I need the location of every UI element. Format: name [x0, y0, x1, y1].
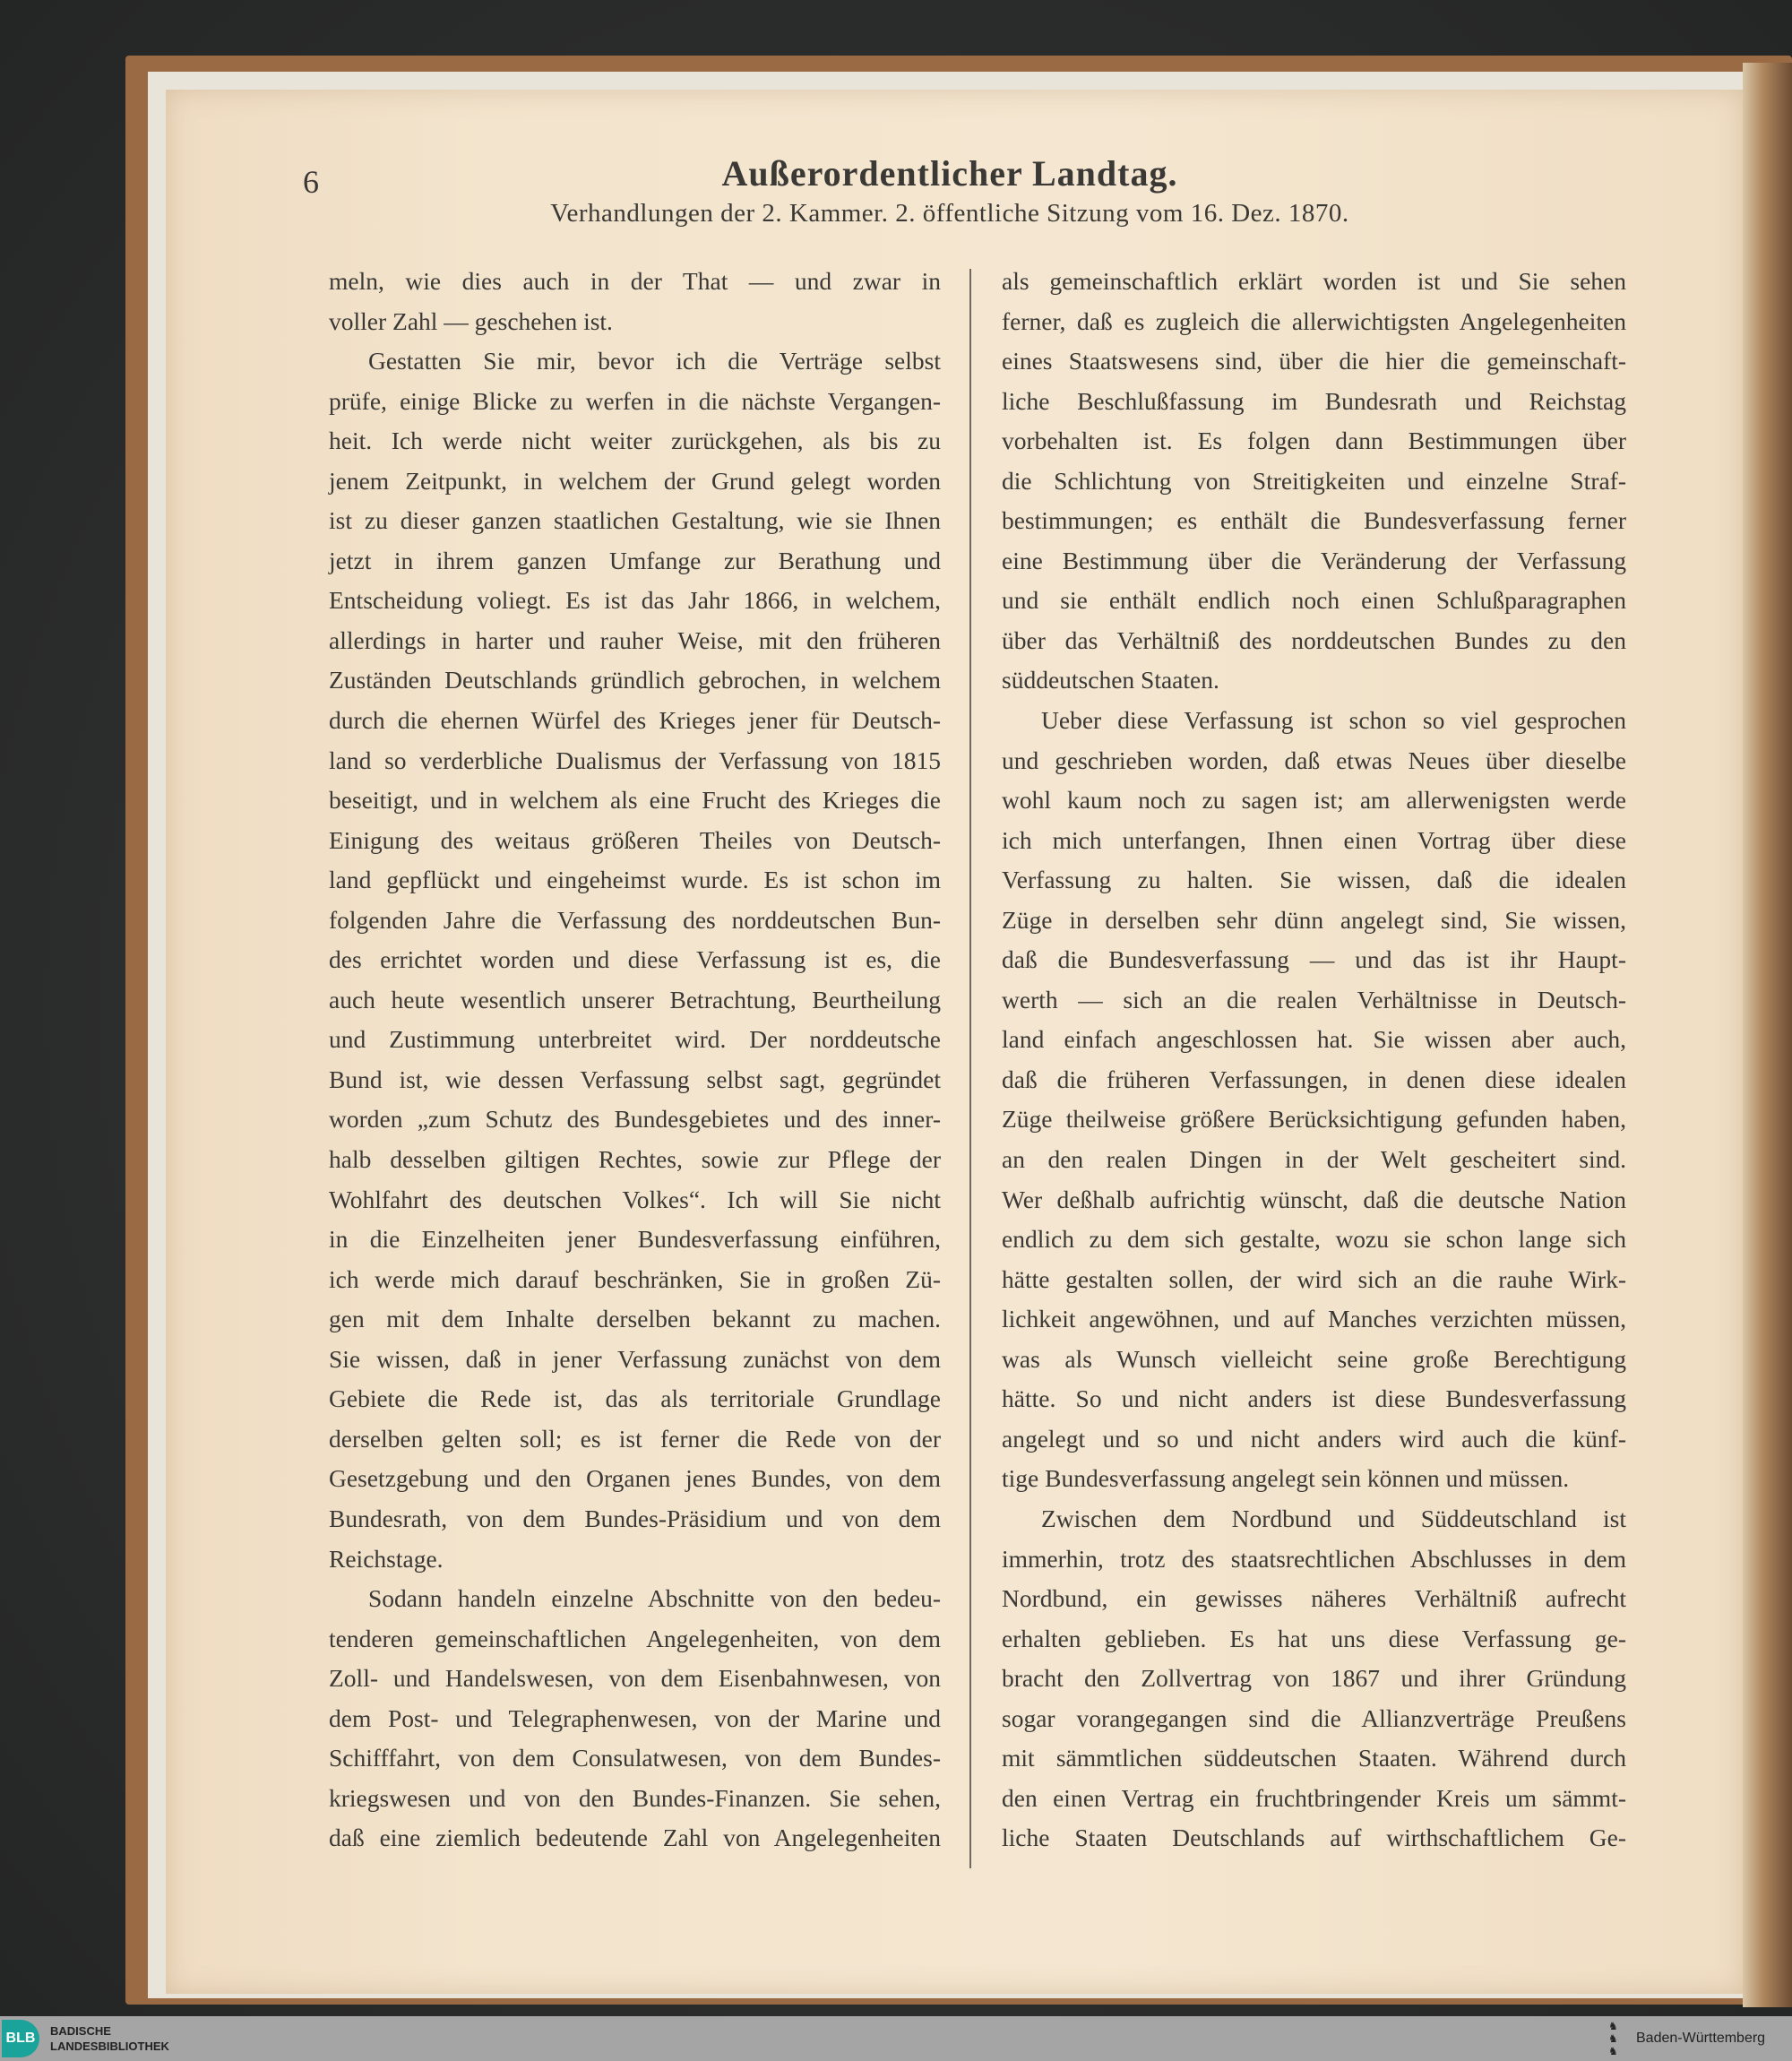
text-line: bestimmungen; es enthält die Bundesverfassung ferner: [1002, 506, 1626, 535]
text-line: endlich zu dem sich gestalte, wozu sie schon lange sich: [1002, 1225, 1626, 1254]
viewer-footer: [0, 2016, 1792, 2061]
text-line: meln, wie dies auch in der That — und zwar in: [329, 267, 941, 295]
text-line: folgenden Jahre die Verfassung des norddeutschen Bun-: [329, 905, 941, 934]
text-line: ich werde mich darauf beschränken, Sie in großen Zü-: [329, 1264, 941, 1293]
text-line: bracht den Zollvertrag von 1867 und ihrer Gründung: [1002, 1664, 1626, 1693]
text-line: eines Staatswesens sind, über die hier die gemeinschaft-: [1002, 347, 1626, 375]
text-line: Sie wissen, daß in jener Verfassung zunächst von dem: [329, 1344, 941, 1373]
text-line: Gesetzgebung und den Organen jenes Bundes, von dem: [329, 1464, 941, 1493]
text-line: land einfach angeschlossen hat. Sie wissen aber auch,: [1002, 1025, 1626, 1054]
text-line: Zwischen dem Nordbund und Süddeutschland ist: [1041, 1504, 1626, 1532]
book-spine-edge: [1743, 63, 1792, 2007]
blb-logo[interactable]: BLB: [2, 2020, 39, 2057]
text-line: Ueber diese Verfassung ist schon so viel gesprochen: [1041, 706, 1626, 735]
text-column-right: [1002, 262, 1626, 1858]
text-line: erhalten geblieben. Es hat uns diese Verfassung ge-: [1002, 1624, 1626, 1652]
text-line: allerdings in harter und rauher Weise, mit den früheren: [329, 625, 941, 654]
text-line: immerhin, trotz des staatsrechtlichen Abschlusses in dem: [1002, 1544, 1626, 1573]
text-line: und Zustimmung unterbreitet wird. Der norddeutsche: [329, 1025, 941, 1054]
text-line: süddeutschen Staaten.: [1002, 666, 1219, 694]
column-divider: [969, 269, 971, 1868]
text-line: wohl kaum noch zu sagen ist; am allerwenigsten werde: [1002, 786, 1626, 815]
text-line: angelegt und so und nicht anders wird auch die künf-: [1002, 1424, 1626, 1453]
text-line: jenem Zeitpunkt, in welchem der Grund gelegt worden: [329, 466, 941, 495]
text-line: ferner, daß es zugleich die allerwichtigsten Angelegenheiten: [1002, 306, 1626, 335]
text-line: ist zu dieser ganzen staatlichen Gestaltung, wie sie Ihnen: [329, 506, 941, 535]
text-line: liche Staaten Deutschlands auf wirthschaftlichem Ge-: [1002, 1824, 1626, 1852]
text-line: den einen Vertrag ein fruchtbringender Kreis um sämmt-: [1002, 1783, 1626, 1812]
text-line: des errichtet worden und diese Verfassung ist es, die: [329, 945, 941, 974]
text-line: und sie enthält endlich noch einen Schlußparagraphen: [1002, 586, 1626, 615]
text-line: hätte gestalten sollen, der wird sich an die rauhe Wirk-: [1002, 1264, 1626, 1293]
text-line: über das Verhältniß des norddeutschen Bundes zu den: [1002, 625, 1626, 654]
text-line: hätte. So und nicht anders ist diese Bundesverfassung: [1002, 1384, 1626, 1413]
text-line: an den realen Dingen in der Welt gescheitert sind.: [1002, 1145, 1626, 1174]
text-line: Züge theilweise größere Berücksichtigung gefunden haben,: [1002, 1105, 1626, 1134]
text-line: daß eine ziemlich bedeutende Zahl von Angelegenheiten: [329, 1824, 941, 1852]
text-line: was als Wunsch vielleicht seine große Berechtigung: [1002, 1344, 1626, 1373]
library-name-line1: BADISCHE: [50, 2024, 111, 2038]
text-line: lichkeit angewöhnen, und auf Manches verzichten müssen,: [1002, 1305, 1626, 1333]
text-line: werth — sich an die realen Verhältnisse in Deutsch-: [1002, 985, 1626, 1013]
text-line: die Schlichtung von Streitigkeiten und einzelne Straf-: [1002, 466, 1626, 495]
page-number: 6: [303, 164, 319, 200]
text-line: Bundesrath, von dem Bundes-Präsidium und von dem: [329, 1504, 941, 1532]
text-line: Gestatten Sie mir, bevor ich die Verträge selbst: [368, 347, 941, 375]
text-line: gen mit dem Inhalte derselben bekannt zu machen.: [329, 1305, 941, 1333]
text-line: worden „zum Schutz des Bundesgebietes und des inner-: [329, 1105, 941, 1134]
state-logo-text[interactable]: Baden-Württemberg: [1636, 2031, 1766, 2046]
text-line: als gemeinschaftlich erklärt worden ist und Sie sehen: [1002, 267, 1626, 295]
text-line: voller Zahl — geschehen ist.: [329, 306, 613, 335]
text-line: ich mich unterfangen, Ihnen einen Vortrag über diese: [1002, 825, 1626, 854]
text-line: Einigung des weitaus größeren Theiles von Deutsch-: [329, 825, 941, 854]
text-line: Verfassung zu halten. Sie wissen, daß die idealen: [1002, 866, 1626, 894]
text-line: Zuständen Deutschlands gründlich gebrochen, in welchem: [329, 666, 941, 694]
text-line: jetzt in ihrem ganzen Umfange zur Berathung und: [329, 546, 941, 574]
page-subtitle: Verhandlungen der 2. Kammer. 2. öffentliche Sitzung vom 16. Dez. 1870.: [550, 199, 1349, 228]
text-line: derselben gelten soll; es ist ferner die Rede von der: [329, 1424, 941, 1453]
text-line: vorbehalten ist. Es folgen dann Bestimmungen über: [1002, 427, 1626, 455]
text-line: und geschrieben worden, daß etwas Neues über dieselbe: [1002, 746, 1626, 774]
text-line: mit sämmtlichen süddeutschen Staaten. Während durch: [1002, 1744, 1626, 1772]
text-line: Zoll- und Handelswesen, von dem Eisenbahnwesen, von: [329, 1664, 941, 1693]
text-line: Schifffahrt, von dem Consulatwesen, von dem Bundes-: [329, 1744, 941, 1772]
library-name: [50, 2023, 169, 2054]
text-line: land so verderbliche Dualismus der Verfassung von 1815: [329, 746, 941, 774]
text-line: auch heute wesentlich unserer Betrachtung, Beurtheilung: [329, 985, 941, 1013]
text-line: eine Bestimmung über die Veränderung der Verfassung: [1002, 546, 1626, 574]
text-line: dem Post- und Telegraphenwesen, von der Marine und: [329, 1703, 941, 1732]
text-line: durch die ehernen Würfel des Krieges jener für Deutsch-: [329, 706, 941, 735]
text-line: Nordbund, ein gewisses näheres Verhältniß aufrecht: [1002, 1584, 1626, 1613]
text-line: daß die Bundesverfassung — und das ist ihr Haupt-: [1002, 945, 1626, 974]
text-line: prüfe, einige Blicke zu werfen in die nächste Vergangen-: [329, 386, 941, 415]
text-line: Reichstage.: [329, 1544, 444, 1573]
text-line: tenderen gemeinschaftlichen Angelegenheiten, von dem: [329, 1624, 941, 1652]
baden-wuerttemberg-lions-icon: ♞ ♞ ♞: [1608, 2020, 1618, 2057]
text-line: Wer deßhalb aufrichtig wünscht, daß die deutsche Nation: [1002, 1185, 1626, 1213]
text-line: Züge in derselben sehr dünn angelegt sind, Sie wissen,: [1002, 905, 1626, 934]
text-line: halb desselben giltigen Rechtes, sowie zur Pflege der: [329, 1145, 941, 1174]
text-line: Wohlfahrt des deutschen Volkes“. Ich will Sie nicht: [329, 1185, 941, 1213]
text-line: in die Einzelheiten jener Bundesverfassung einführen,: [329, 1225, 941, 1254]
library-name-line2: LANDESBIBLIOTHEK: [50, 2039, 169, 2053]
page-title: Außerordentlicher Landtag.: [721, 153, 1178, 194]
text-line: daß die früheren Verfassungen, in denen diese idealen: [1002, 1065, 1626, 1093]
text-line: kriegswesen und von den Bundes-Finanzen. Sie sehen,: [329, 1783, 941, 1812]
text-line: beseitigt, und in welchem als eine Frucht des Krieges die: [329, 786, 941, 815]
text-line: Entscheidung voliegt. Es ist das Jahr 1866, in welchem,: [329, 586, 941, 615]
text-line: heit. Ich werde nicht weiter zurückgehen, als bis zu: [329, 427, 941, 455]
text-line: liche Beschlußfassung im Bundesrath und Reichstag: [1002, 386, 1626, 415]
text-column-left: [329, 262, 941, 1858]
text-line: Bund ist, wie dessen Verfassung selbst sagt, gegründet: [329, 1065, 941, 1093]
text-line: sogar vorangegangen sind die Allianzverträge Preußens: [1002, 1703, 1626, 1732]
text-line: land gepflückt und eingeheimst wurde. Es ist schon im: [329, 866, 941, 894]
text-line: tige Bundesverfassung angelegt sein können und müssen.: [1002, 1464, 1570, 1493]
text-line: Sodann handeln einzelne Abschnitte von den bedeu-: [368, 1584, 941, 1613]
text-line: Gebiete die Rede ist, das als territoriale Grundlage: [329, 1384, 941, 1413]
